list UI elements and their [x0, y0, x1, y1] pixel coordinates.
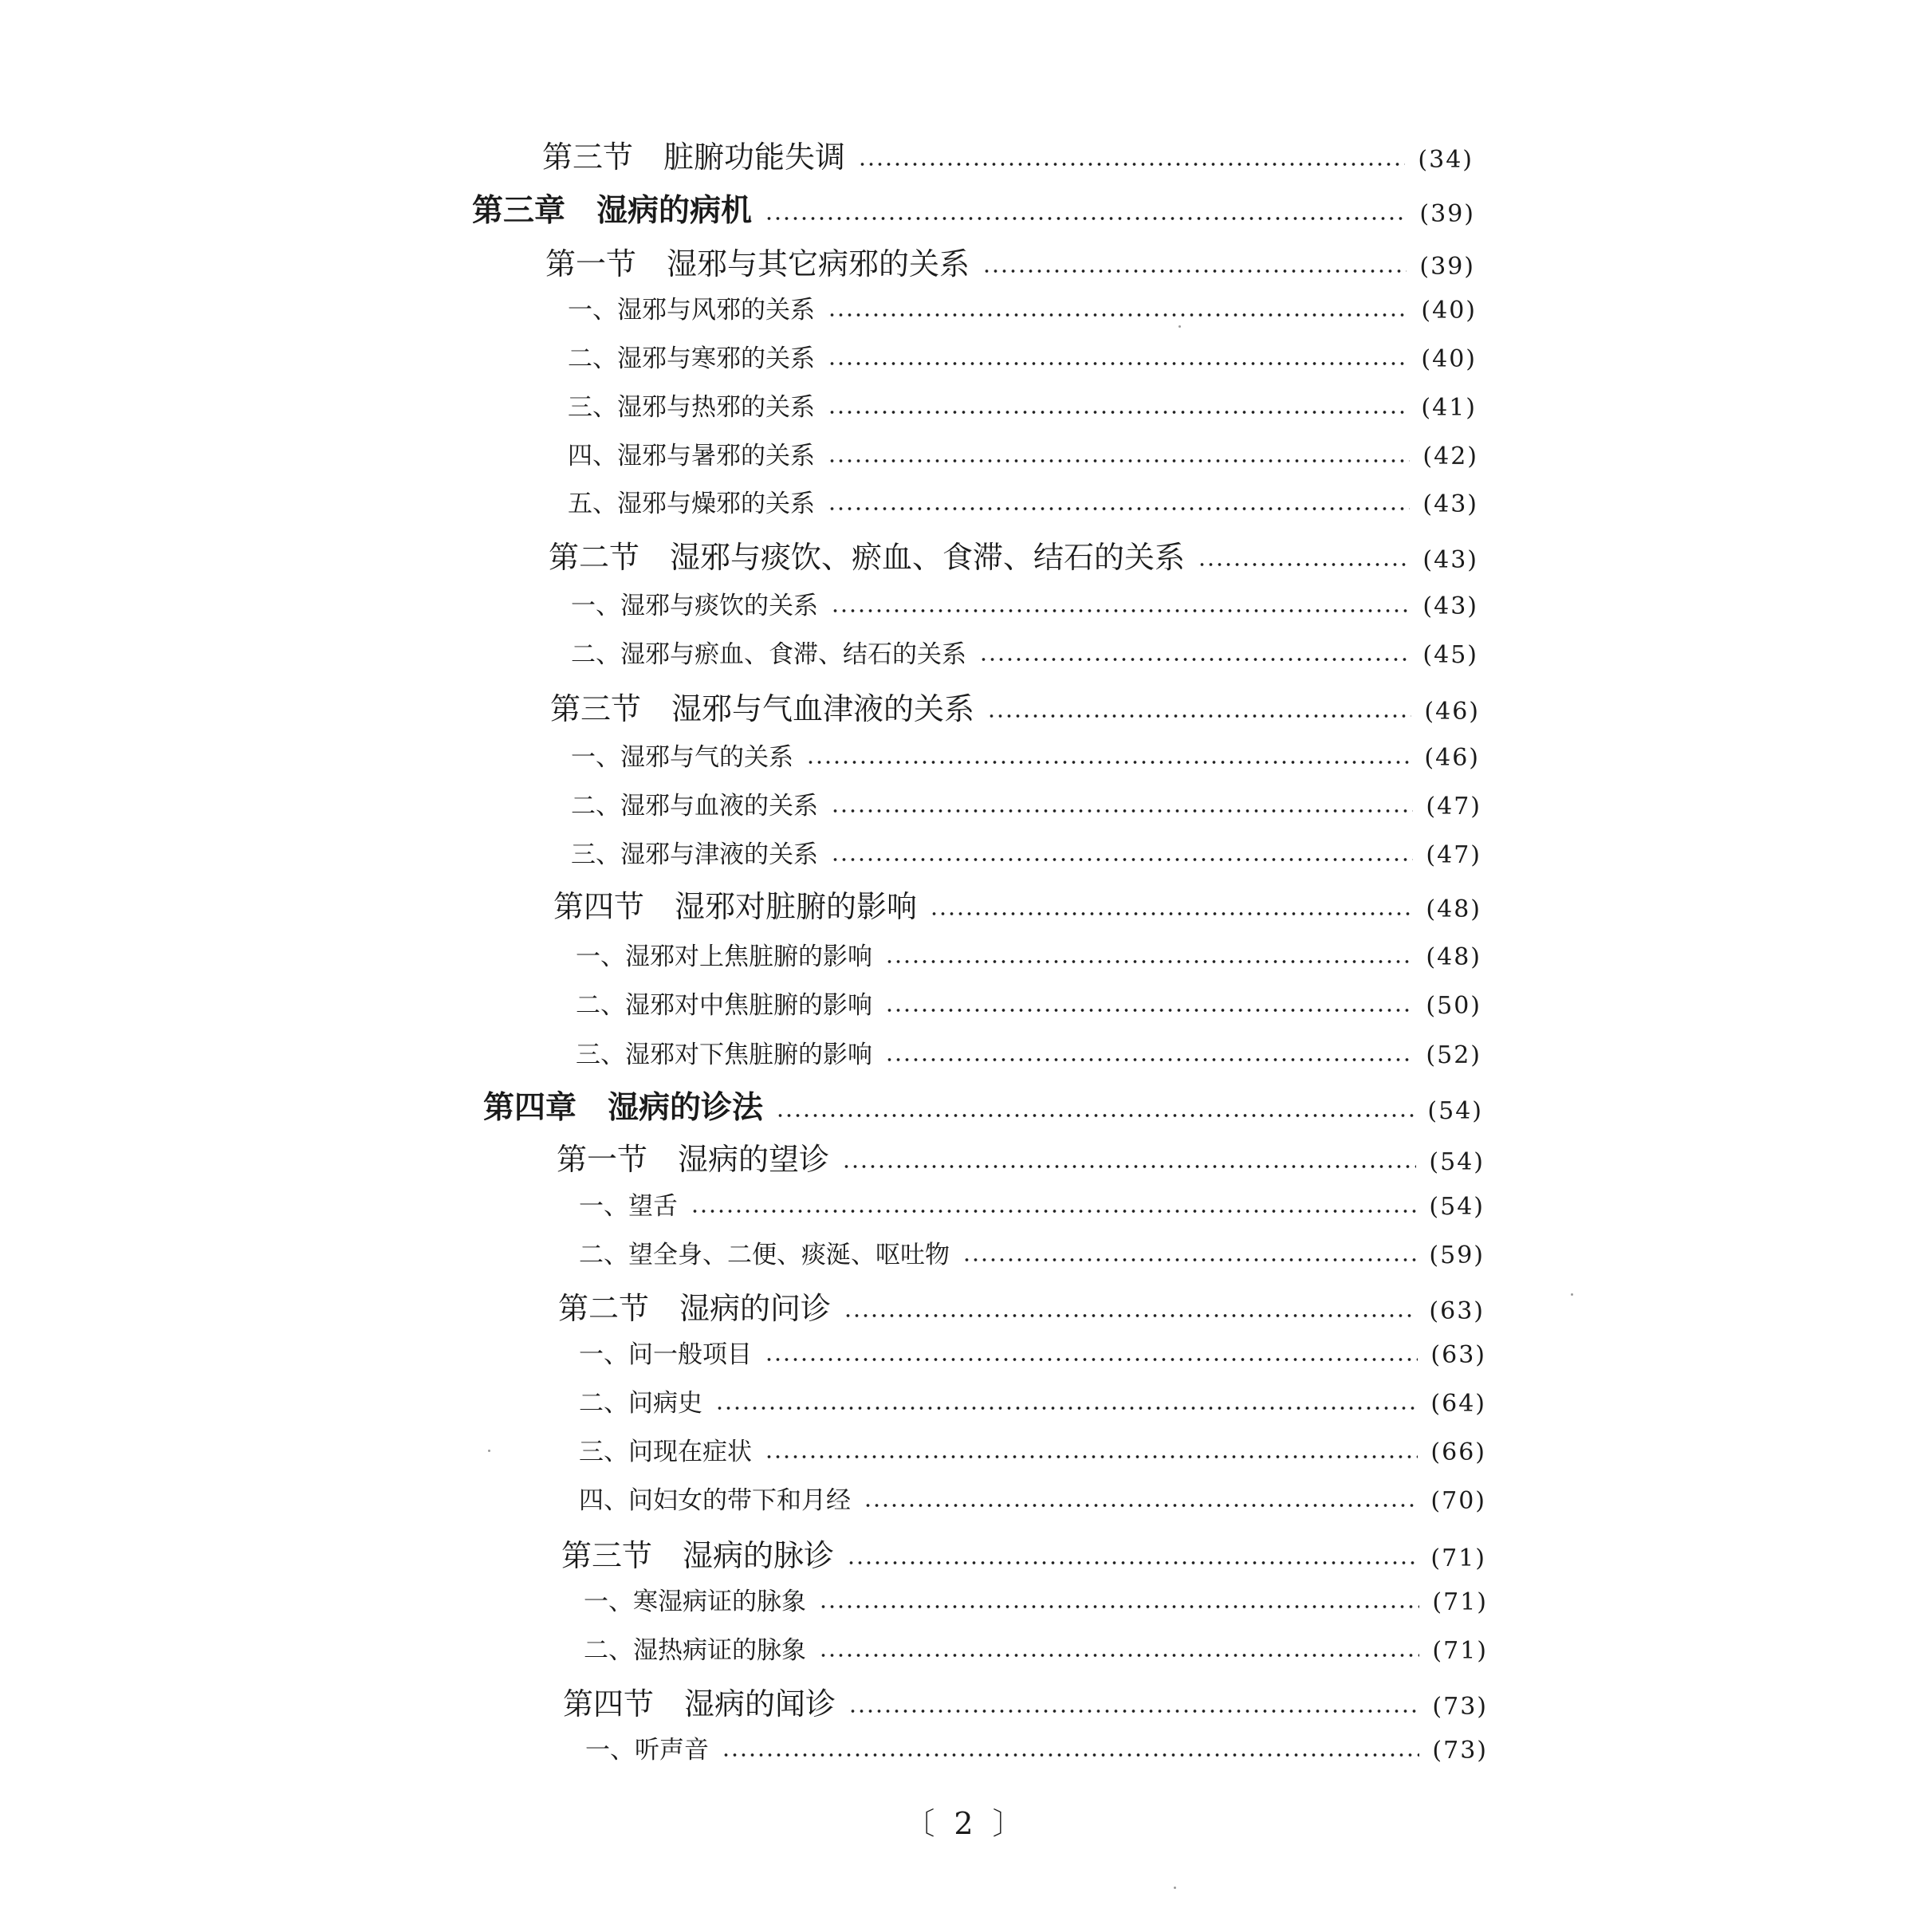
toc-entry-item — [571, 743, 1480, 772]
toc-entry-page: (39) — [1419, 253, 1475, 281]
dot-leader — [828, 362, 1408, 365]
dot-leader — [828, 459, 1410, 462]
page-number: 〔 2 〕 — [904, 1806, 1028, 1841]
dot-leader — [691, 1210, 1416, 1213]
toc-entry-item — [571, 840, 1481, 869]
toc-entry-title: 四、湿邪与暑邪的关系 — [568, 442, 815, 470]
toc-entry-title: 第三章 湿病的病机 — [472, 193, 753, 229]
toc-entry-title: 一、湿邪与痰饮的关系 — [571, 592, 818, 620]
toc-entry-item — [584, 1590, 1488, 1615]
toc-entry-page: (54) — [1429, 1193, 1485, 1221]
dot-leader — [844, 1314, 1416, 1317]
toc-entry-item — [568, 344, 1477, 373]
toc-entry-page: (42) — [1422, 443, 1478, 470]
toc-entry-title: 三、湿邪对下焦脏腑的影响 — [576, 1041, 872, 1069]
toc-entry-item — [571, 594, 1478, 619]
dot-leader — [828, 507, 1410, 510]
toc-entry-item — [576, 1043, 1481, 1068]
toc-entry-section — [558, 1293, 1485, 1324]
toc-entry-page: (71) — [1432, 1588, 1488, 1616]
toc-entry-page: (64) — [1430, 1390, 1486, 1418]
dot-leader — [765, 217, 1407, 220]
toc-entry-page: (50) — [1426, 992, 1481, 1020]
scan-speck — [1174, 1887, 1176, 1889]
toc-entry-page: (48) — [1426, 943, 1481, 971]
toc-entry-page: (43) — [1422, 546, 1478, 574]
toc-entry-item — [579, 1486, 1486, 1515]
toc-entry-title: 二、问病史 — [579, 1389, 702, 1418]
toc-entry-item — [584, 1636, 1488, 1665]
toc-entry-page: (73) — [1432, 1693, 1488, 1721]
dot-leader — [828, 313, 1408, 317]
dot-leader — [842, 1165, 1416, 1168]
toc-entry-title: 一、湿邪与气的关系 — [571, 743, 793, 772]
toc-entry-section — [553, 891, 1481, 922]
toc-entry-item — [571, 640, 1478, 669]
toc-entry-title: 第二节 湿病的问诊 — [558, 1291, 832, 1326]
toc-entry-title: 第四章 湿病的诊法 — [483, 1090, 764, 1126]
toc-entry-title: 第三节 湿病的脉诊 — [561, 1538, 835, 1573]
toc-entry-title: 一、湿邪与风邪的关系 — [568, 296, 815, 325]
toc-entry-page: (41) — [1421, 394, 1477, 422]
toc-entry-item — [579, 1194, 1485, 1219]
toc-entry-title: 五、湿邪与燥邪的关系 — [568, 490, 815, 518]
toc-entry-page: (40) — [1421, 297, 1477, 325]
toc-entry-title: 二、湿邪与血液的关系 — [571, 792, 818, 820]
toc-entry-title: 二、湿邪与瘀血、食滞、结石的关系 — [571, 640, 966, 669]
toc-entry-title: 二、湿热病证的脉象 — [584, 1636, 806, 1665]
toc-entry-item — [568, 298, 1477, 323]
toc-entry-page: (47) — [1426, 841, 1481, 869]
dot-leader — [765, 1455, 1418, 1458]
toc-entry-title: 二、湿邪与寒邪的关系 — [568, 344, 815, 373]
dot-leader — [962, 1258, 1416, 1261]
toc-entry-page: (46) — [1424, 744, 1480, 772]
toc-entry-page: (54) — [1427, 1097, 1483, 1125]
scan-speck — [1571, 1293, 1573, 1296]
toc-entry-item — [579, 1440, 1486, 1465]
toc-entry-page: (63) — [1429, 1297, 1485, 1325]
toc-entry-title: 二、望全身、二便、痰涎、呕吐物 — [579, 1241, 950, 1269]
scan-speck — [488, 1450, 490, 1452]
toc-entry-title: 一、听声音 — [585, 1736, 709, 1765]
toc-entry-section — [557, 1144, 1485, 1175]
toc-entry-page: (48) — [1426, 895, 1481, 923]
toc-entry-section — [545, 246, 1475, 281]
toc-entry-section — [549, 542, 1478, 573]
toc-entry-page: (71) — [1430, 1544, 1486, 1572]
toc-entry-title: 二、湿邪对中焦脏腑的影响 — [576, 991, 872, 1020]
dot-leader — [765, 1358, 1418, 1361]
toc-entry-page: (46) — [1424, 698, 1480, 726]
toc-entry-item — [576, 991, 1481, 1020]
dot-leader — [858, 163, 1405, 166]
dot-leader — [831, 858, 1413, 861]
scan-speck — [1178, 325, 1181, 328]
toc-entry-title: 一、湿邪对上焦脏腑的影响 — [576, 942, 872, 971]
dot-leader — [848, 1710, 1419, 1713]
toc-entry-page: (40) — [1421, 345, 1477, 373]
toc-entry-item — [579, 1243, 1485, 1268]
toc-entry-item — [579, 1340, 1486, 1369]
toc-entry-page: (47) — [1426, 793, 1481, 820]
toc-entry-page: (63) — [1430, 1341, 1486, 1369]
dot-leader — [831, 809, 1413, 813]
toc-entry-page: (45) — [1422, 641, 1478, 669]
dot-leader — [819, 1654, 1419, 1657]
dot-leader — [806, 761, 1411, 764]
toc-entry-section — [563, 1686, 1488, 1721]
toc-entry-title: 第一节 湿病的望诊 — [557, 1142, 830, 1177]
toc-entry-item — [571, 794, 1481, 819]
toc-entry-section — [550, 691, 1480, 726]
toc-entry-page: (73) — [1432, 1737, 1488, 1765]
dot-leader — [885, 1058, 1413, 1061]
dot-leader — [982, 270, 1407, 273]
dot-leader — [776, 1114, 1415, 1117]
toc-entry-title: 四、问妇女的带下和月经 — [579, 1486, 851, 1515]
toc-entry-title: 一、望舌 — [579, 1192, 678, 1221]
dot-leader — [885, 1009, 1413, 1012]
toc-entry-item — [579, 1391, 1486, 1416]
dot-leader — [847, 1561, 1418, 1564]
toc-entry-page: (39) — [1419, 200, 1475, 228]
toc-entry-page: (52) — [1426, 1041, 1481, 1069]
toc-entry-title: 第一节 湿邪与其它病邪的关系 — [545, 246, 970, 281]
toc-entry-title: 三、湿邪与热邪的关系 — [568, 393, 815, 422]
toc-entry-section — [542, 140, 1474, 175]
toc-entry-title: 一、问一般项目 — [579, 1340, 752, 1369]
toc-entry-page: (66) — [1430, 1438, 1486, 1466]
toc-entry-chapter — [472, 193, 1475, 229]
toc-entry-title: 三、问现在症状 — [579, 1438, 752, 1466]
toc-entry-page: (43) — [1422, 490, 1478, 518]
toc-entry-section — [561, 1540, 1486, 1571]
toc-entry-title: 第二节 湿邪与痰饮、瘀血、食滞、结石的关系 — [549, 540, 1186, 575]
toc-entry-page: (54) — [1429, 1148, 1485, 1176]
toc-entry-item — [585, 1738, 1488, 1763]
toc-entry-page: (59) — [1429, 1241, 1485, 1269]
dot-leader — [987, 714, 1411, 718]
dot-leader — [722, 1753, 1419, 1757]
toc-entry-item — [568, 395, 1477, 420]
dot-leader — [979, 658, 1410, 661]
toc-entry-title: 第三节 湿邪与气血津液的关系 — [550, 691, 975, 726]
dot-leader — [819, 1605, 1419, 1608]
toc-entry-item — [576, 942, 1481, 971]
toc-entry-page: (71) — [1432, 1637, 1488, 1665]
dot-leader — [864, 1504, 1418, 1507]
toc-entry-title: 三、湿邪与津液的关系 — [571, 840, 818, 869]
toc-entry-page: (34) — [1418, 146, 1474, 174]
dot-leader — [930, 912, 1413, 915]
dot-leader — [715, 1407, 1418, 1410]
toc-entry-title: 第四节 湿病的闻诊 — [563, 1686, 836, 1721]
toc-entry-title: 第三节 脏腑功能失调 — [542, 140, 846, 175]
toc-entry-page: (70) — [1430, 1487, 1486, 1515]
dot-leader — [1198, 563, 1410, 566]
toc-entry-page: (43) — [1422, 592, 1478, 620]
dot-leader — [828, 411, 1408, 414]
dot-leader — [885, 960, 1413, 963]
toc-entry-title: 一、寒湿病证的脉象 — [584, 1588, 806, 1616]
toc-entry-item — [568, 444, 1478, 469]
toc-entry-title: 第四节 湿邪对脏腑的影响 — [553, 889, 918, 924]
toc-entry-chapter — [483, 1090, 1483, 1126]
toc-entry-item — [568, 492, 1478, 517]
dot-leader — [831, 609, 1410, 612]
